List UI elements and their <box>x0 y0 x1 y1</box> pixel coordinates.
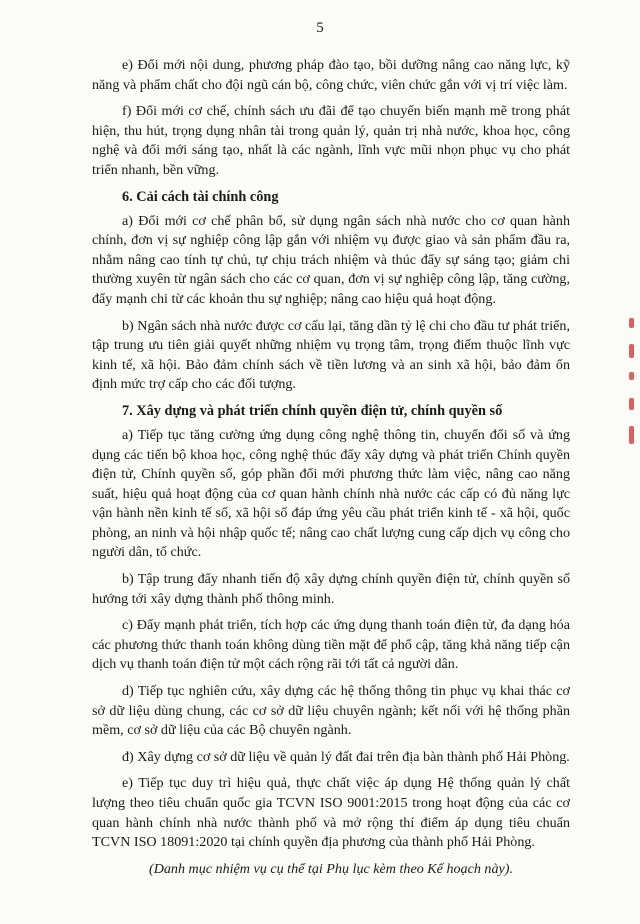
paragraph-7b: b) Tập trung đẩy nhanh tiến độ xây dựng chính quyền điện tử, chính quyền số hướng tới xây dựng thành phố thông minh. <box>92 571 570 607</box>
paragraph-7a: a) Tiếp tục tăng cường ứng dụng công nghệ thông tin, chuyển đổi số và ứng dụng các tiến bộ khoa học, công nghệ thúc đẩy xây dựng và phát triển Chính quyền điện tử, Chính quyền số, góp phần đổi mới phương thức làm việc, nâng cao năng suất, hiệu quả hoạt động của cơ quan hành chính nhà nước các cấp có đủ năng lực vận hành nền kinh tế số, xã hội số đáp ứng yêu cầu phát triển kinh tế - xã hội, quốc phòng, an ninh và hội nhập quốc tế; nâng cao chất lượng cung cấp dịch vụ công cho người dân, tổ chức. <box>92 426 570 561</box>
paragraph-1e: e) Đổi mới nội dung, phương pháp đào tạo, bồi dưỡng nâng cao năng lực, kỹ năng và phẩm chất cho đội ngũ cán bộ, công chức, viên chức gắn với vị trí việc làm. <box>92 57 570 93</box>
paragraph-6b: b) Ngân sách nhà nước được cơ cấu lại, tăng dần tỷ lệ chi cho đầu tư phát triển, tập trung ưu tiên giải quyết những nhiệm vụ trọng tâm, trọng điểm thuộc lĩnh vực kinh tế, xã hội. Bảo đảm chính sách về tiền lương và an sinh xã hội, bảo đảm ổn định mức trợ cấp cho các đối tượng. <box>92 317 570 393</box>
paragraph-7dd: đ) Xây dựng cơ sở dữ liệu về quản lý đất đai trên địa bàn thành phố Hải Phòng. <box>122 748 570 765</box>
page-number: 5 <box>316 20 324 36</box>
heading-section-6: 6. Cải cách tài chính công <box>122 188 279 205</box>
appendix-note: (Danh mục nhiệm vụ cụ thể tại Phụ lục kèm theo Kế hoạch này). <box>149 860 513 877</box>
document-body <box>92 56 570 886</box>
paragraph-1f: f) Đổi mới cơ chế, chính sách ưu đãi để tạo chuyển biến mạnh mẽ trong phát hiện, thu hút, trọng dụng nhân tài trong quản lý, quản trị nhà nước, khoa học, công nghệ và đổi mới sáng tạo, nhất là các ngành, lĩnh vực mũi nhọn phục vụ cho phát triển nhanh, bền vững. <box>92 103 570 178</box>
paragraph-7d: d) Tiếp tục nghiên cứu, xây dựng các hệ thống thông tin phục vụ khai thác cơ sở dữ liệu dùng chung, các cơ sở dữ liệu chuyên ngành; kết nối với hệ thống phần mềm, cơ sở dữ liệu của các Bộ chuyên ngành. <box>92 683 570 739</box>
paragraph-6a: a) Đổi mới cơ chế phân bổ, sử dụng ngân sách nhà nước cho cơ quan hành chính, đơn vị sự nghiệp công lập gắn với nhiệm vụ được giao và sản phẩm đầu ra, nhằm nâng cao tính tự chủ, tự chịu trách nhiệm và thúc đẩy sự sáng tạo; giảm chi thường xuyên từ ngân sách cho các cơ quan, đơn vị sự nghiệp công lập, tăng cường, đẩy mạnh chi từ các khoản thu sự nghiệp; nâng cao hiệu quả hoạt động. <box>92 212 570 307</box>
paragraph-7c: c) Đẩy mạnh phát triển, tích hợp các ứng dụng thanh toán điện tử, đa dạng hóa các phương thức thanh toán không dùng tiền mặt để phổ cập, tăng khả năng tiếp cận dịch vụ thanh toán điện tử một cách rộng rãi tới tất cả người dân. <box>92 617 570 673</box>
heading-section-7: 7. Xây dựng và phát triển chính quyền điện tử, chính quyền số <box>122 402 503 419</box>
stamp-edge-mark <box>628 318 636 446</box>
paragraph-7e: e) Tiếp tục duy trì hiệu quả, thực chất việc áp dụng Hệ thống quản lý chất lượng theo tiêu chuẩn quốc gia TCVN ISO 9001:2015 trong hoạt động của các cơ quan hành chính nhà nước thành phố và mở rộng thí điểm áp dụng tiêu chuẩn TCVN ISO 18091:2020 tại chính quyền địa phương của thành phố Hải Phòng. <box>92 775 570 851</box>
